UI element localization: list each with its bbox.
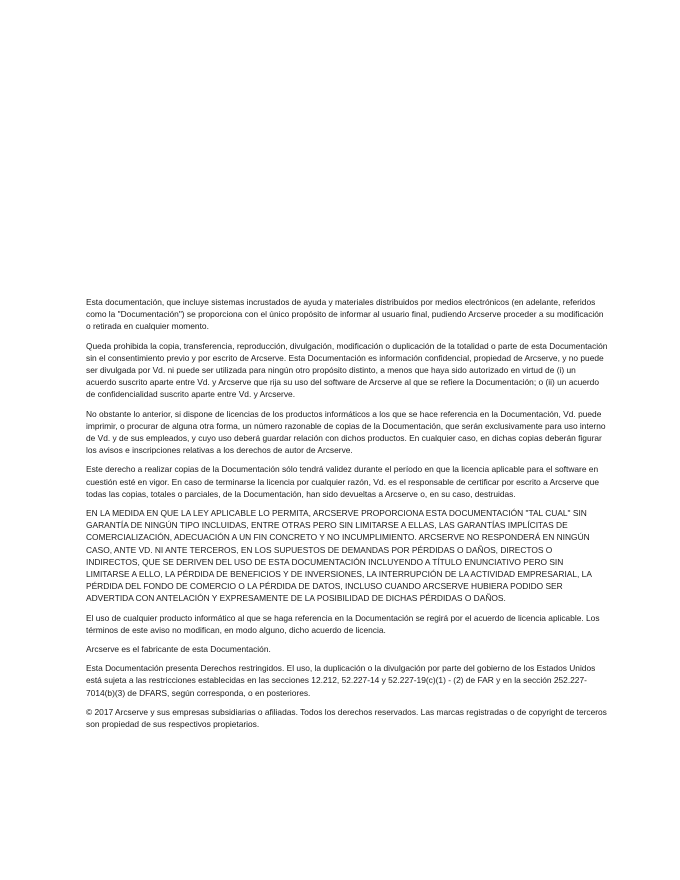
paragraph-copyright: © 2017 Arcserve y sus empresas subsidiarias o afiliadas. Todos los derechos reservados. Las marcas registradas o de copyright de terceros son propiedad de sus respectivos propietarios. xyxy=(86,706,607,730)
paragraph-restricted-rights: Esta Documentación presenta Derechos restringidos. El uso, la duplicación o la divulgación por parte del gobierno de los Estados Unidos está sujeta a las restricciones establecidas en las secciones 12.212, 52.227-14 y 52.227-19(c)(1) - (2) de FAR y en la sección 252.227-7014(b)(3) de DFARS, según corresponda, o en posteriores. xyxy=(86,663,596,698)
legal-notice xyxy=(86,296,608,737)
paragraph-warranty-disclaimer: EN LA MEDIDA EN QUE LA LEY APLICABLE LO PERMITA, ARCSERVE PROPORCIONA ESTA DOCUMENTACIÓN "TAL CUAL" SIN GARANTÍA DE NINGÚN TIPO INCLUIDAS, ENTRE OTRAS PERO SIN LIMITARSE A ELLAS, LAS GARANTÍAS IMPLÍCITAS DE COMERCIALIZACIÓN, ADECUACIÓN A UN FIN CONCRETO Y NO INCUMPLIMIENTO. ARCSERVE NO RESPONDERÁ EN NINGÚN CASO, ANTE VD. NI ANTE TERCEROS, EN LOS SUPUESTOS DE DEMANDAS POR PÉRDIDAS O DAÑOS, DIRECTOS O INDIRECTOS, QUE SE DERIVEN DEL USO DE ESTA DOCUMENTACIÓN INCLUYENDO A TÍTULO ENUNCIATIVO PERO SIN LIMITARSE A ELLO, LA PÉRDIDA DE BENEFICIOS Y DE INVERSIONES, LA INTERRUPCIÓN DE LA ACTIVIDAD EMPRESARIAL, LA PÉRDIDA DEL FONDO DE COMERCIO O LA PÉRDIDA DE DATOS, INCLUSO CUANDO ARCSERVE HUBIERA PODIDO SER ADVERTIDA CON ANTELACIÓN Y EXPRESAMENTE DE LA POSIBILIDAD DE DICHAS PÉRDIDAS O DAÑOS. xyxy=(86,508,592,604)
paragraph-copy-prohibition: Queda prohibida la copia, transferencia, reproducción, divulgación, modificación o duplicación de la totalidad o parte de esta Documentación sin el consentimiento previo y por escrito de Arcserve. Esta Documentación es información confidencial, propiedad de Arcserve, y no puede ser divulgada por Vd. ni puede ser utilizada para ningún otro propósito distinto, a menos que haya sido autorizado en virtud de (i) un acuerdo suscrito aparte entre Vd. y Arcserve que rija su uso del software de Arcserve al que se refiere la Documentación; o (ii) un acuerdo de confidencialidad suscrito aparte entre Vd. y Arcserve. xyxy=(86,340,608,400)
paragraph-copy-rights-validity: Este derecho a realizar copias de la Documentación sólo tendrá validez durante el período en que la licencia aplicable para el software en cuestión esté en vigor. En caso de terminarse la licencia por cualquier razón, Vd. es el responsable de certificar por escrito a Arcserve que todas las copias, totales o parciales, de la Documentación, han sido devueltas a Arcserve o, en su caso, destruidas. xyxy=(86,464,600,499)
paragraph-license-agreement: El uso de cualquier producto informático al que se haga referencia en la Documentación se regirá por el acuerdo de licencia aplicable. Los términos de este aviso no modifican, en modo alguno, dicho acuerdo de licencia. xyxy=(86,612,600,635)
paragraph-license-copies: No obstante lo anterior, si dispone de licencias de los productos informáticos a los que se hace referencia en la Documentación, Vd. puede imprimir, o procurar de alguna otra forma, un número razonable de copias de la Documentación, que serán exclusivamente para uso interno de Vd. y de sus empleados, y cuyo uso deberá guardar relación con dichos productos. En cualquier caso, en dichas copias deberán figurar los avisos e inscripciones relativas a los derechos de autor de Arcserve. xyxy=(86,408,606,456)
paragraph-documentation-purpose: Esta documentación, que incluye sistemas incrustados de ayuda y materiales distribuidos por medios electrónicos (en adelante, referidos como la "Documentación") se proporciona con el único propósito de informar al usuario final, pudiendo Arcserve proceder a su modificación o retirada en cualquier momento. xyxy=(86,297,604,332)
paragraph-manufacturer: Arcserve es el fabricante de esta Documentación. xyxy=(86,644,271,655)
